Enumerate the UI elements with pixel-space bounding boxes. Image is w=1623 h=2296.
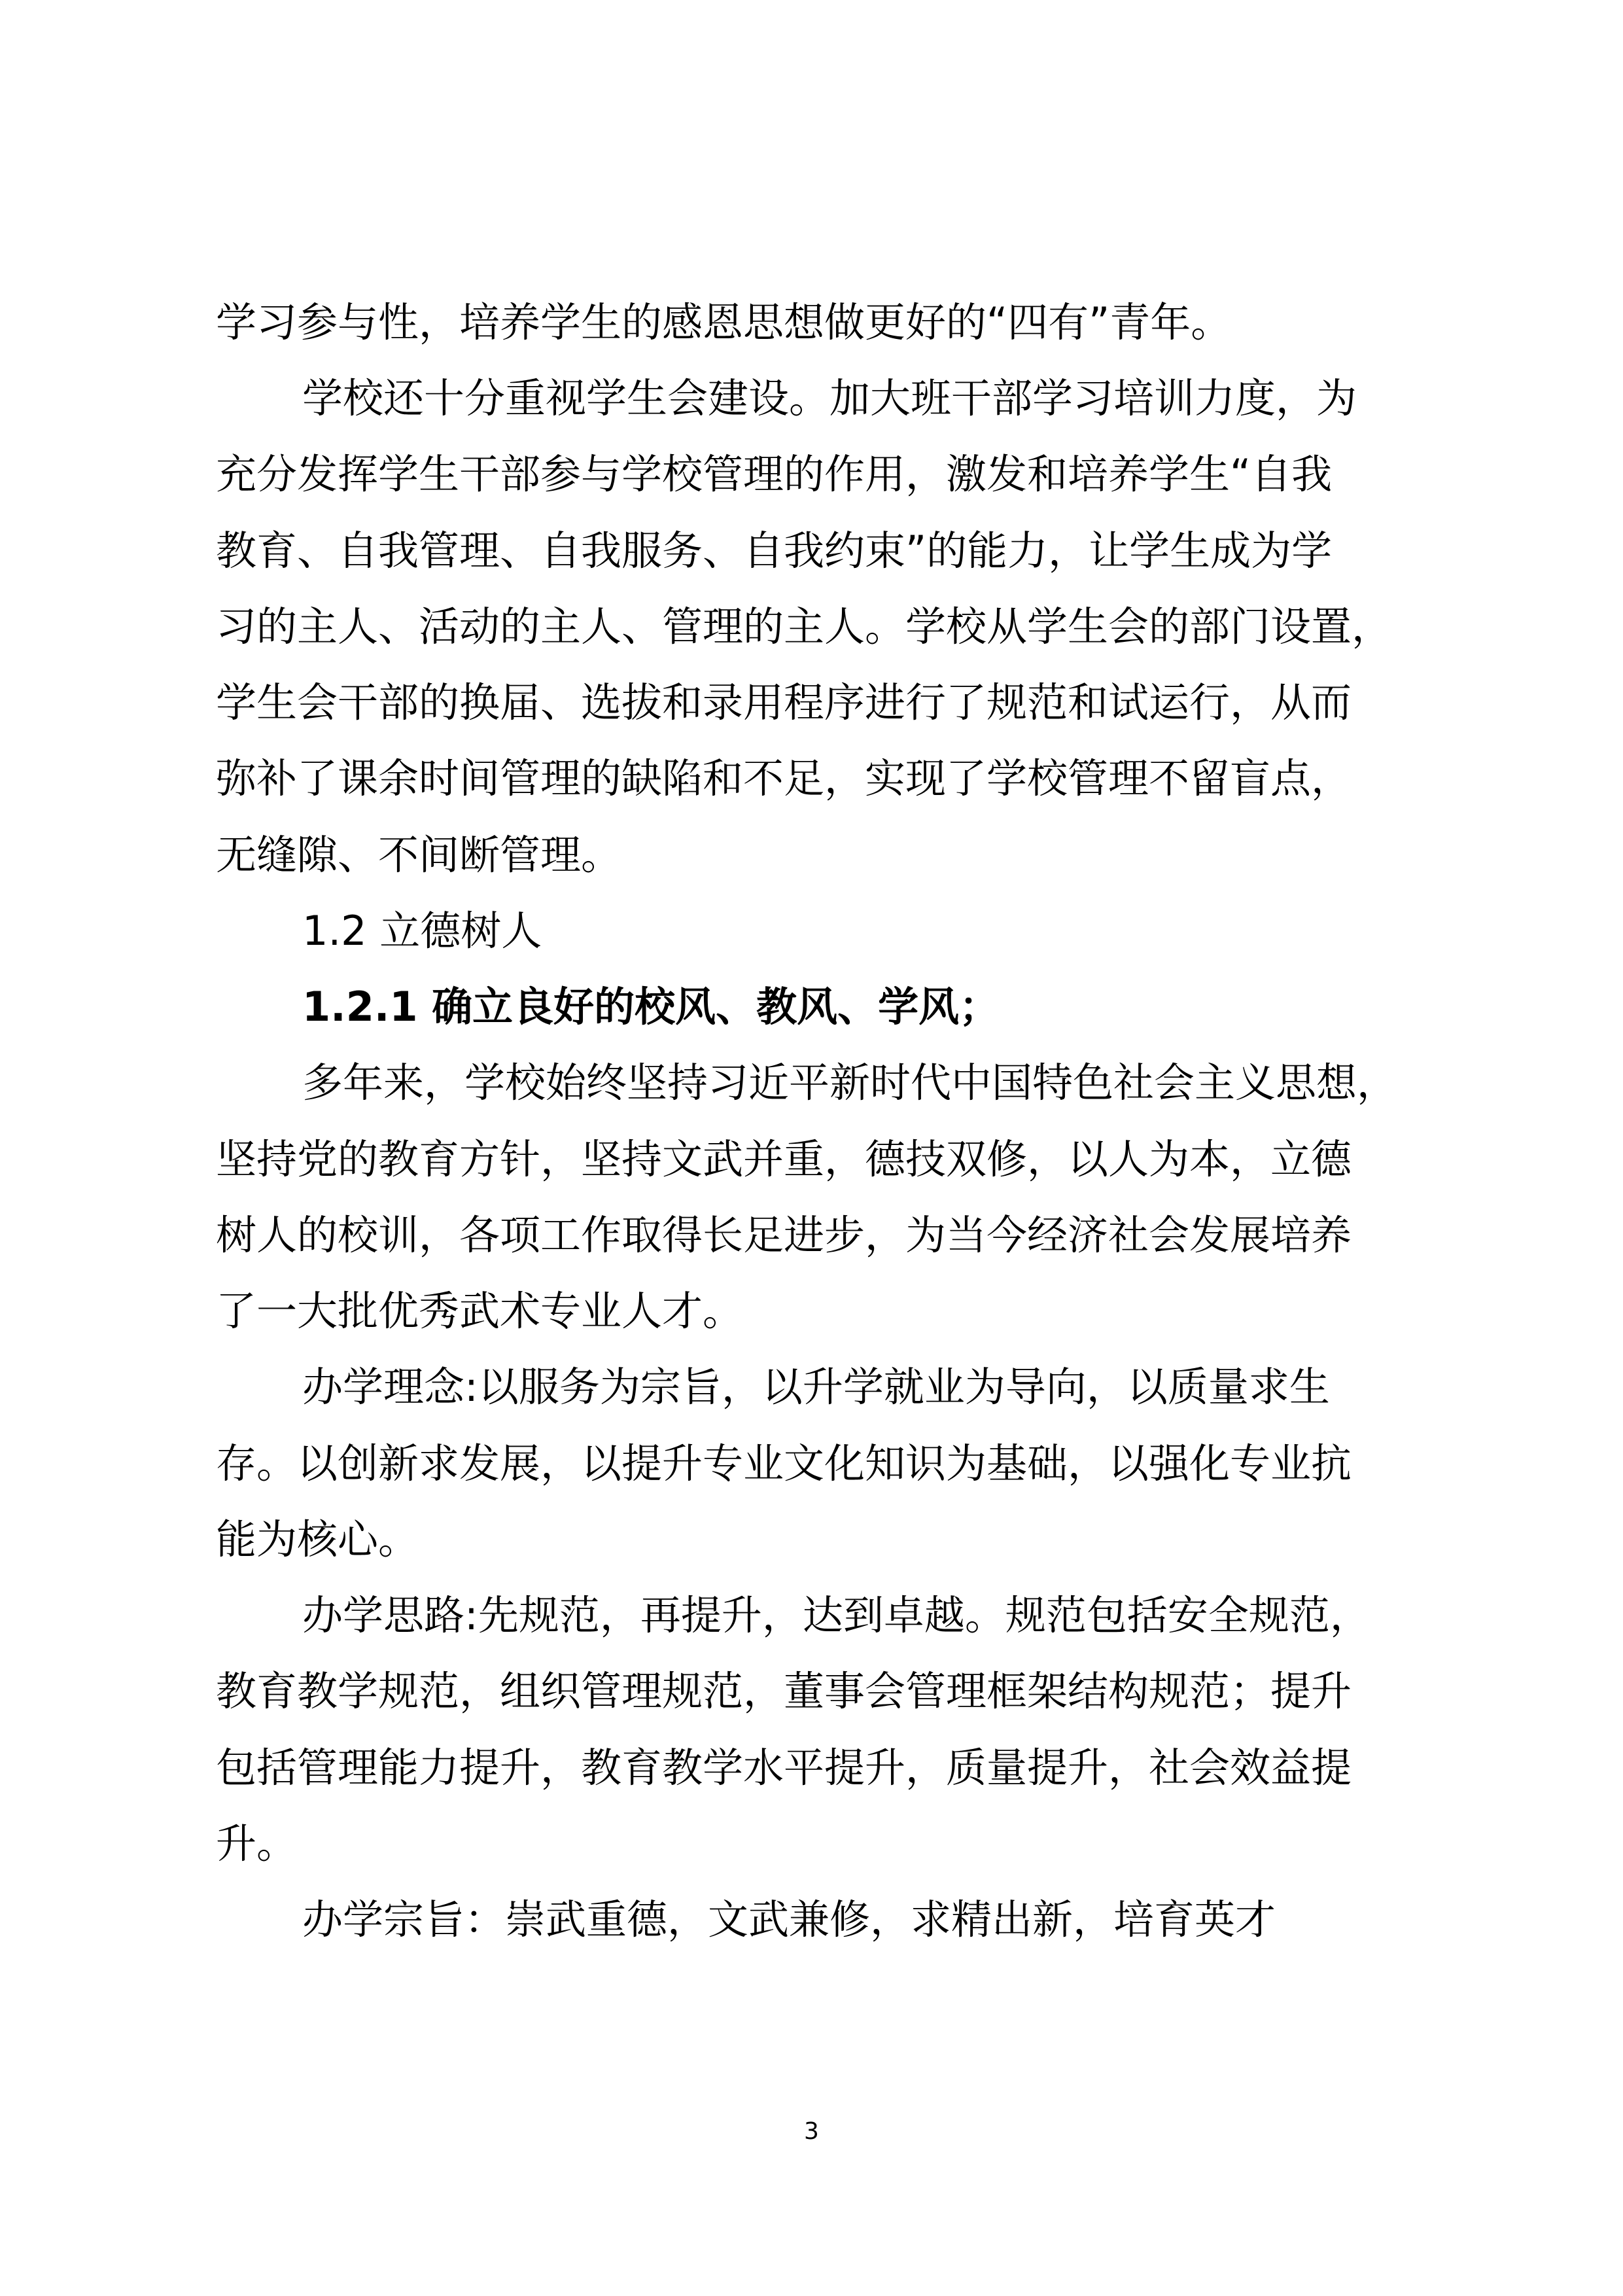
body-text-line: 树人的校训，各项工作取得长足进步，为当今经济社会发展培养 xyxy=(216,1211,1352,1259)
body-text-line: 无缝隙、不间断管理。 xyxy=(216,831,622,879)
paragraph-first-line: 办学宗旨：崇武重德，文武兼修，求精出新，培育英才 xyxy=(302,1896,1276,1943)
body-text-line: 能为核心。 xyxy=(216,1515,419,1563)
page-number: 3 xyxy=(804,2118,819,2145)
paragraph-first-line: 多年来，学校始终坚持习近平新时代中国特色社会主义思想， xyxy=(302,1059,1398,1106)
paragraph-first-line: 办学思路:先规范，再提升，达到卓越。规范包括安全规范， xyxy=(302,1591,1370,1639)
body-text-line: 教育、自我管理、自我服务、自我约束”的能力，让学生成为学 xyxy=(216,527,1333,574)
paragraph-first-line: 办学理念:以服务为宗旨，以升学就业为导向，以质量求生 xyxy=(302,1363,1330,1411)
body-text-line: 坚持党的教育方针，坚持文武并重，德技双修，以人为本，立德 xyxy=(216,1135,1352,1183)
body-text-line: 教育教学规范，组织管理规范，董事会管理框架结构规范；提升 xyxy=(216,1667,1352,1715)
body-text-line: 学习参与性，培养学生的感恩思想做更好的“四有”青年。 xyxy=(216,298,1232,346)
body-text-line: 习的主人、活动的主人、管理的主人。学校从学生会的部门设置， xyxy=(216,603,1393,650)
body-text-line: 充分发挥学生干部参与学校管理的作用，激发和培养学生“自我 xyxy=(216,450,1333,498)
body-text-line: 升。 xyxy=(216,1820,298,1867)
subsection-heading: 1.2.1 确立良好的校风、教风、学风； xyxy=(302,983,1000,1031)
body-text-line: 包括管理能力提升，教育教学水平提升，质量提升，社会效益提 xyxy=(216,1744,1352,1792)
body-text-line: 存。以创新求发展，以提升专业文化知识为基础，以强化专业抗 xyxy=(216,1439,1352,1487)
paragraph-first-line: 学校还十分重视学生会建设。加大班干部学习培训力度，为 xyxy=(302,374,1357,422)
body-text-line: 了一大批优秀武术专业人才。 xyxy=(216,1287,744,1335)
body-text-line: 弥补了课余时间管理的缺陷和不足，实现了学校管理不留盲点， xyxy=(216,754,1352,802)
section-heading: 1.2 立德树人 xyxy=(302,907,542,955)
body-text-line: 学生会干部的换届、选拔和录用程序进行了规范和试运行，从而 xyxy=(216,679,1352,726)
